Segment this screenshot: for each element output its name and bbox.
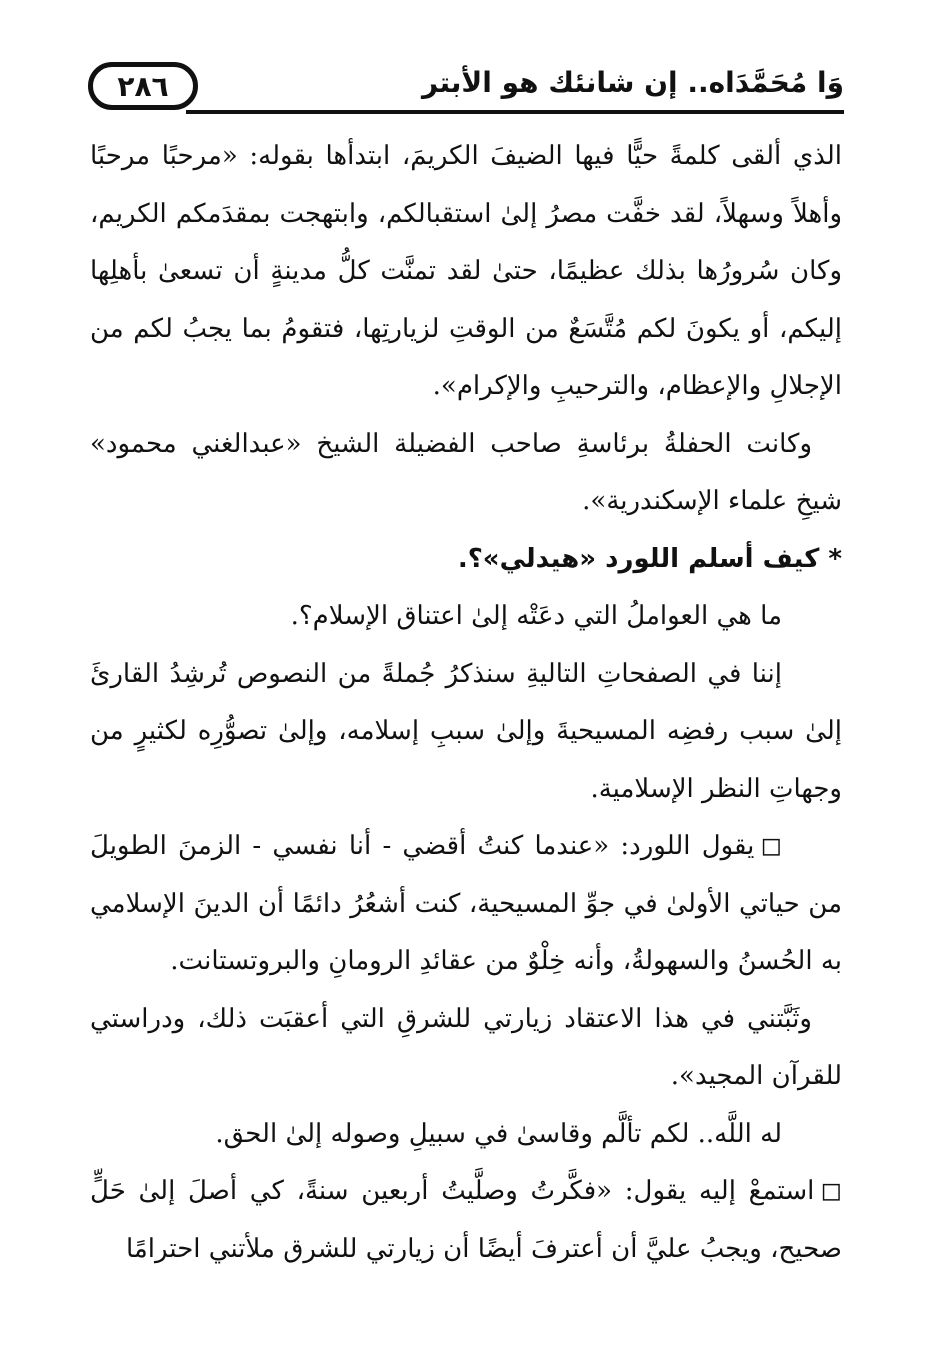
- running-title: وَا مُحَمَّدَاه.. إن شانئك هو الأبتر: [422, 66, 844, 99]
- quote-paragraph-1-text: يقول اللورد: «عندما كنتُ أقضي - أنا نفسي - الزمنَ الطويلَ من حياتي الأولىٰ في جوِّ المسيحية، كنت أشعُرُ دائمًا أن الدينَ الإسلامي به الحُسنُ والسهولةُ، وأنه خِلْوٌ من عقائدِ الرومانِ والبروتستانت.: [90, 831, 842, 976]
- body-text: [90, 128, 842, 1278]
- header-rule: [186, 110, 844, 114]
- page-header: [88, 58, 844, 114]
- quote-paragraph-1: [90, 818, 842, 991]
- paragraph-6: له اللَّه.. لكم تألَّم وقاسىٰ في سبيلِ وصوله إلىٰ الحق.: [215, 1118, 782, 1149]
- paragraph-2: وكانت الحفلةُ برئاسةِ صاحب الفضيلة الشيخ «عبدالغني محمود» شيخِ علماء الإسكندرية».: [90, 428, 842, 516]
- section-heading-text: كيف أسلم اللورد «هيدلي»؟.: [457, 543, 820, 574]
- paragraph-1: الذي ألقى كلمةً حيًّا فيها الضيفَ الكريمَ، ابتدأها بقوله: «مرحبًا مرحبًا وأهلاً وسهلاً، لقد خفَّت مصرُ إلىٰ استقبالكم، وابتهجت بمقدَمكم الكريم، وكان سُرورُها بذلك عظيمًا، حتىٰ لقد تمنَّت كلُّ مدينةٍ أن تسعىٰ بأهلِها إليكم، أو يكونَ لكم مُتَّسَعٌ من الوقتِ لزيارتِها، فتقومُ بما يجبُ لكم من الإجلالِ والإعظام، والترحيبِ والإكرام».: [90, 141, 842, 401]
- heading-asterisk: *: [828, 543, 842, 574]
- page-number: ٢٨٦: [88, 62, 198, 110]
- paragraph-4: إننا في الصفحاتِ التاليةِ سنذكرُ جُملةً من النصوص تُرشِدُ القارئَ إلىٰ سبب رفضِه المسيحيةَ وإلىٰ سببِ إسلامه، وإلىٰ تصوُّرِه لكثيرٍ من وجهاتِ النظر الإسلامية.: [90, 658, 842, 804]
- box-marker-icon: ◻: [760, 831, 782, 861]
- quote-paragraph-2: [90, 1163, 842, 1278]
- section-heading: [90, 531, 842, 589]
- paragraph-3: ما هي العواملُ التي دعَتْه إلىٰ اعتناق الإسلام؟.: [290, 601, 782, 631]
- box-marker-icon: ◻: [820, 1176, 842, 1206]
- quote-paragraph-2-text: استمعْ إليه يقول: «فكَّرتُ وصلَّيتُ أربعين سنةً، كي أصلَ إلىٰ حَلٍّ صحيح، ويجبُ عليَّ أن أعترفَ أيضًا أن زيارتي للشرق ملأتني احترامًا: [90, 1176, 842, 1264]
- paragraph-5: وثَبَّتني في هذا الاعتقاد زيارتي للشرقِ التي أعقبَت ذلك، ودراستي للقرآن المجيد».: [90, 1003, 842, 1091]
